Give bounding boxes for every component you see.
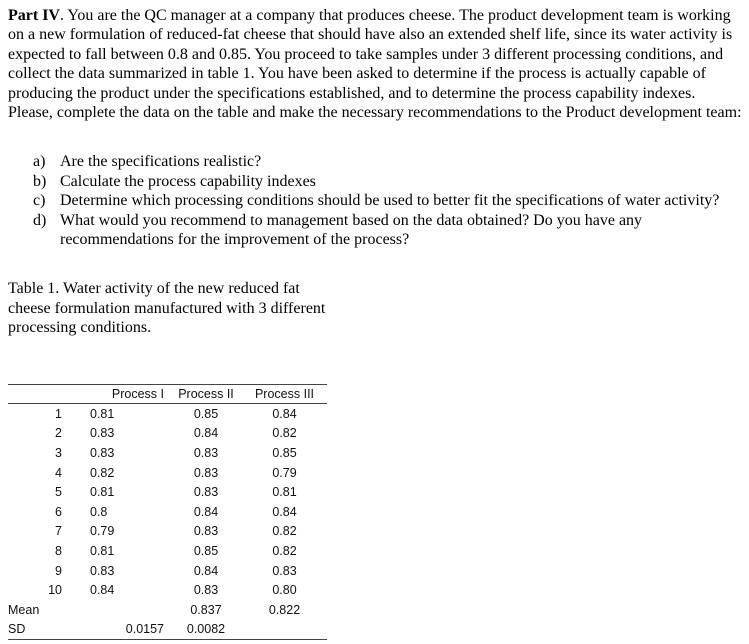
process-2-value: 0.84 <box>193 563 219 578</box>
process-1-value: 0.83 <box>90 563 115 578</box>
document-page <box>8 6 743 637</box>
table-row <box>8 502 327 522</box>
process-3-value: 0.80 <box>272 583 297 598</box>
intro-paragraph <box>8 6 743 122</box>
process-1-value: 0.79 <box>90 524 115 539</box>
process-2-value: 0.84 <box>193 426 219 441</box>
sample-number: 5 <box>55 485 62 500</box>
question-list <box>8 152 743 249</box>
question-item <box>8 191 743 210</box>
sd-process-1: 0.0157 <box>66 620 170 640</box>
question-text: Are the specifications realistic? <box>60 153 262 171</box>
table-row <box>8 580 327 600</box>
process-1-value: 0.81 <box>90 406 115 421</box>
question-item <box>8 211 743 250</box>
process-2-value: 0.83 <box>193 465 219 480</box>
question-text: What would you recommend to management based on the data obtained? Do you have any recommendations for the improvement of the process? <box>60 211 643 249</box>
process-3-value: 0.84 <box>272 504 297 519</box>
process-2-value: 0.85 <box>193 406 219 421</box>
sample-number: 8 <box>55 543 62 558</box>
sample-number: 4 <box>55 465 62 480</box>
mean-label: Mean <box>8 602 40 617</box>
water-activity-table <box>8 384 327 640</box>
header-process-3: Process III <box>242 385 327 404</box>
sample-number: 1 <box>55 406 62 421</box>
process-1-value: 0.8 <box>90 504 108 519</box>
process-3-value: 0.82 <box>272 543 297 558</box>
sample-number: 9 <box>55 563 62 578</box>
sample-number: 10 <box>48 583 62 598</box>
table-row <box>8 482 327 502</box>
table-row <box>8 522 327 542</box>
process-3-value: 0.82 <box>272 426 297 441</box>
question-letter: c) <box>33 192 46 210</box>
table-row <box>8 561 327 581</box>
process-3-value: 0.81 <box>272 485 297 500</box>
part-label: Part IV <box>8 7 60 24</box>
intro-text: . You are the QC manager at a company that produces cheese. The product development team is working on a new formulation of reduced-fat cheese that should have also an extended shelf life, since its water activity is expected to fall between 0.8 and 0.85. You proceed to take samples under 3 different processing conditions, and collect the data summarized in table 1. You have been asked to determine if the process is actually capable of producing the product under the specifications established, and to determine the process capability indexes. Please, complete the data on the table and make the necessary recommendations to the Product development team: <box>8 7 742 122</box>
mean-row <box>8 600 327 620</box>
table-caption: Table 1. Water activity of the new reduced fat cheese formulation manufactured with 3 different processing conditions. <box>8 280 326 337</box>
process-3-value: 0.84 <box>272 406 297 421</box>
process-1-value: 0.82 <box>90 465 115 480</box>
process-2-value: 0.83 <box>193 583 219 598</box>
table-row <box>8 443 327 463</box>
question-text: Calculate the process capability indexes <box>60 172 316 190</box>
process-1-value: 0.81 <box>90 543 115 558</box>
process-3-value: 0.79 <box>272 465 297 480</box>
process-1-value: 0.83 <box>90 445 115 460</box>
question-text: Determine which processing conditions should be used to better fit the specifications of water activity? <box>60 192 720 210</box>
sample-number: 7 <box>55 524 62 539</box>
table-row <box>8 463 327 483</box>
process-3-value: 0.82 <box>272 524 297 539</box>
table-header-row <box>8 385 327 404</box>
mean-process-2: 0.837 <box>190 602 222 617</box>
header-blank <box>8 385 66 404</box>
sample-number: 3 <box>55 445 62 460</box>
process-1-value: 0.84 <box>90 583 115 598</box>
sample-number: 6 <box>55 504 62 519</box>
process-2-value: 0.83 <box>193 445 219 460</box>
process-2-value: 0.85 <box>193 543 219 558</box>
mean-process-1 <box>66 600 170 620</box>
question-item <box>8 152 743 171</box>
sd-row <box>8 620 327 640</box>
question-item <box>8 172 743 191</box>
process-3-value: 0.85 <box>272 445 297 460</box>
sample-number: 2 <box>55 426 62 441</box>
question-letter: a) <box>33 153 46 171</box>
table-row <box>8 541 327 561</box>
question-letter: d) <box>33 211 47 229</box>
header-process-2: Process II <box>170 385 242 404</box>
question-letter: b) <box>33 172 47 190</box>
header-process-1: Process I <box>66 385 170 404</box>
mean-process-3: 0.822 <box>268 602 301 617</box>
process-1-value: 0.83 <box>90 426 115 441</box>
process-1-value: 0.81 <box>90 485 115 500</box>
process-3-value: 0.83 <box>272 563 297 578</box>
sd-label: SD <box>8 620 66 640</box>
sd-process-3 <box>242 620 327 640</box>
process-2-value: 0.83 <box>193 524 219 539</box>
sd-process-2: 0.0082 <box>170 620 242 640</box>
table-row <box>8 404 327 424</box>
table-row <box>8 424 327 444</box>
process-2-value: 0.83 <box>193 485 219 500</box>
process-2-value: 0.84 <box>193 504 219 519</box>
